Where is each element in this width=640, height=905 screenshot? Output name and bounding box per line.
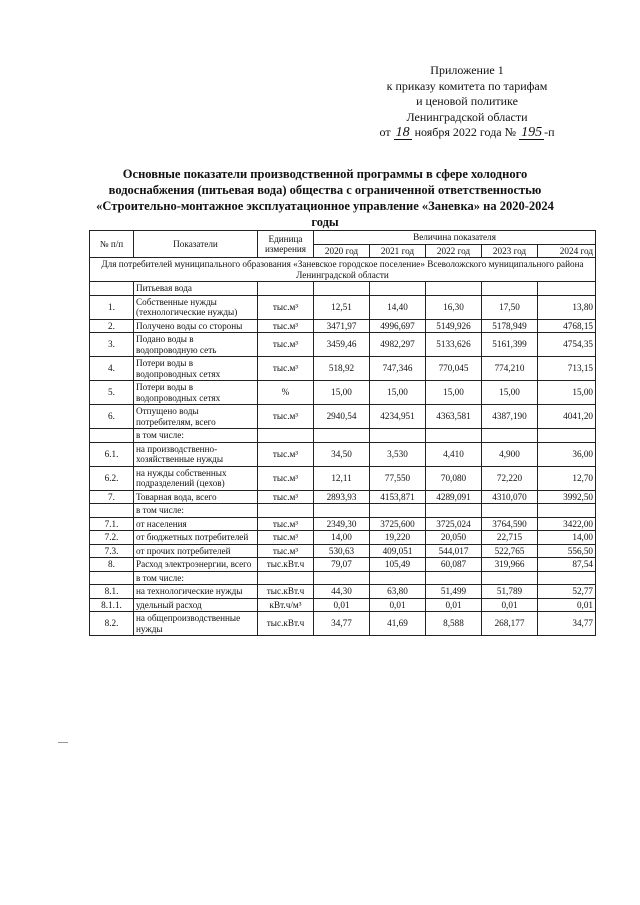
table-row (90, 517, 596, 531)
table-row (90, 598, 596, 612)
row-value: 105,49 (370, 558, 426, 572)
row-value: 713,15 (538, 357, 596, 381)
row-value: 4363,581 (426, 405, 482, 429)
empty-cell (538, 282, 596, 296)
row-unit: тыс.м³ (258, 490, 314, 504)
row-value: 3992,50 (538, 490, 596, 504)
empty-cell (258, 504, 314, 518)
row-number: 8.1. (90, 585, 134, 599)
row-value: 44,30 (314, 585, 370, 599)
row-number: 3. (90, 333, 134, 357)
row-unit: тыс.м³ (258, 295, 314, 319)
row-value: 14,00 (538, 531, 596, 545)
scan-margin-mark (58, 742, 68, 743)
row-number: 6.2. (90, 466, 134, 490)
empty-cell (370, 282, 426, 296)
row-value: 0,01 (482, 598, 538, 612)
row-value: 2349,30 (314, 517, 370, 531)
row-value: 87,54 (538, 558, 596, 572)
row-value: 3471,97 (314, 319, 370, 333)
table-row (90, 531, 596, 545)
row-name: Собственные нужды (технологические нужды) (134, 295, 258, 319)
empty-cell (482, 571, 538, 585)
row-value: 4289,091 (426, 490, 482, 504)
empty-cell (538, 504, 596, 518)
row-value: 268,177 (482, 612, 538, 636)
row-value: 774,210 (482, 357, 538, 381)
row-unit: тыс.кВт.ч (258, 612, 314, 636)
row-unit: тыс.кВт.ч (258, 585, 314, 599)
row-number: 5. (90, 381, 134, 405)
row-value: 63,80 (370, 585, 426, 599)
row-value: 15,00 (426, 381, 482, 405)
row-name: Расход электроэнергии, всего (134, 558, 258, 572)
header-num: № п/п (90, 231, 134, 258)
row-value: 34,50 (314, 442, 370, 466)
row-name: от бюджетных потребителей (134, 531, 258, 545)
row-unit: кВт.ч/м³ (258, 598, 314, 612)
section-row (90, 258, 596, 282)
appendix-header (352, 63, 582, 141)
row-value: 4,900 (482, 442, 538, 466)
row-value: 2893,93 (314, 490, 370, 504)
row-number: 8.2. (90, 612, 134, 636)
table-row (90, 295, 596, 319)
empty-cell (314, 571, 370, 585)
empty-cell (370, 504, 426, 518)
empty-cell (538, 571, 596, 585)
table-row (90, 544, 596, 558)
appendix-line-3: и ценовой политике (416, 94, 518, 108)
row-value: 518,92 (314, 357, 370, 381)
row-name: на производственно-хозяйственные нужды (134, 442, 258, 466)
row-value: 747,346 (370, 357, 426, 381)
row-value: 4,410 (426, 442, 482, 466)
row-unit: % (258, 381, 314, 405)
row-value: 0,01 (314, 598, 370, 612)
row-value: 8,588 (426, 612, 482, 636)
row-value: 17,50 (482, 295, 538, 319)
row-value: 4310,070 (482, 490, 538, 504)
row-value: 79,07 (314, 558, 370, 572)
appendix-line-4: Ленинградской области (406, 109, 528, 124)
row-number: 7.2. (90, 531, 134, 545)
row-value: 556,50 (538, 544, 596, 558)
date-middle: ноября 2022 года № (414, 125, 517, 139)
header-row-1 (90, 231, 596, 245)
row-value: 20,050 (426, 531, 482, 545)
row-unit: тыс.м³ (258, 319, 314, 333)
header-year: 2021 год (370, 244, 426, 258)
row-name: на технологические нужды (134, 585, 258, 599)
row-label: в том числе: (134, 571, 258, 585)
row-value: 4153,871 (370, 490, 426, 504)
row-value: 3725,600 (370, 517, 426, 531)
empty-cell (258, 571, 314, 585)
row-value: 409,051 (370, 544, 426, 558)
row-value: 15,00 (370, 381, 426, 405)
row-value: 4768,15 (538, 319, 596, 333)
row-value: 770,045 (426, 357, 482, 381)
empty-cell (90, 504, 134, 518)
row-value: 4234,951 (370, 405, 426, 429)
label-row (90, 429, 596, 443)
row-unit: тыс.м³ (258, 531, 314, 545)
empty-cell (370, 571, 426, 585)
row-unit: тыс.м³ (258, 357, 314, 381)
empty-cell (258, 282, 314, 296)
table-body (90, 258, 596, 636)
handwritten-order-number: 195 (521, 125, 543, 140)
header-unit: Единица измерения (258, 231, 314, 258)
empty-cell (426, 571, 482, 585)
row-value: 51,789 (482, 585, 538, 599)
row-name: удельный расход (134, 598, 258, 612)
empty-cell (482, 282, 538, 296)
row-value: 5161,399 (482, 333, 538, 357)
row-value: 15,00 (314, 381, 370, 405)
row-label: в том числе: (134, 429, 258, 443)
row-value: 15,00 (538, 381, 596, 405)
row-value: 34,77 (314, 612, 370, 636)
label-row (90, 504, 596, 518)
row-value: 4982,297 (370, 333, 426, 357)
subheader-label: Питьевая вода (134, 282, 258, 296)
empty-cell (314, 429, 370, 443)
header-year: 2022 год (426, 244, 482, 258)
row-value: 5149,926 (426, 319, 482, 333)
section-title: Для потребителей муниципального образования «Заневское городское поселение» Всеволожского муниципального района Ленинградской области (90, 258, 596, 282)
row-value: 12,11 (314, 466, 370, 490)
empty-cell (538, 429, 596, 443)
row-value: 0,01 (538, 598, 596, 612)
row-value: 3459,46 (314, 333, 370, 357)
empty-cell (370, 429, 426, 443)
subheader-row (90, 282, 596, 296)
row-value: 544,017 (426, 544, 482, 558)
row-name: Товарная вода, всего (134, 490, 258, 504)
empty-cell (314, 504, 370, 518)
table-row (90, 357, 596, 381)
row-label: в том числе: (134, 504, 258, 518)
row-name: от прочих потребителей (134, 544, 258, 558)
row-value: 12,51 (314, 295, 370, 319)
appendix-date-line (352, 125, 582, 141)
row-number: 8. (90, 558, 134, 572)
row-value: 530,63 (314, 544, 370, 558)
table-row (90, 612, 596, 636)
row-value: 36,00 (538, 442, 596, 466)
row-value: 0,01 (370, 598, 426, 612)
table-row (90, 442, 596, 466)
table-row (90, 466, 596, 490)
row-value: 15,00 (482, 381, 538, 405)
row-value: 34,77 (538, 612, 596, 636)
table-row (90, 585, 596, 599)
empty-cell (426, 504, 482, 518)
row-name: Получено воды со стороны (134, 319, 258, 333)
row-name: на общепроизводственные нужды (134, 612, 258, 636)
header-year: 2024 год (538, 244, 596, 258)
empty-cell (482, 504, 538, 518)
row-value: 4387,190 (482, 405, 538, 429)
row-name: на нужды собственных подразделений (цехов) (134, 466, 258, 490)
date-prefix: от (379, 125, 391, 139)
empty-cell (90, 429, 134, 443)
table-row (90, 490, 596, 504)
row-value: 319,966 (482, 558, 538, 572)
empty-cell (426, 282, 482, 296)
row-value: 3,530 (370, 442, 426, 466)
row-number: 1. (90, 295, 134, 319)
row-value: 13,80 (538, 295, 596, 319)
document-title: Основные показатели производственной программы в сфере холодного водоснабжения (питьевая вода) общества с ограниченной ответственностью «Строительно-монтажное эксплуатационное управление «Заневка» на 2020-2024 годы (96, 167, 554, 229)
row-name: от населения (134, 517, 258, 531)
row-unit: тыс.м³ (258, 405, 314, 429)
row-value: 16,30 (426, 295, 482, 319)
row-value: 3725,024 (426, 517, 482, 531)
row-value: 2940,54 (314, 405, 370, 429)
row-value: 5133,626 (426, 333, 482, 357)
empty-cell (90, 571, 134, 585)
row-value: 4041,20 (538, 405, 596, 429)
appendix-line-1: Приложение 1 (430, 63, 504, 77)
row-number: 7.3. (90, 544, 134, 558)
empty-cell (426, 429, 482, 443)
row-value: 3422,00 (538, 517, 596, 531)
row-unit: тыс.м³ (258, 333, 314, 357)
row-value: 77,550 (370, 466, 426, 490)
handwritten-day: 18 (395, 125, 410, 140)
indicators-table (89, 230, 596, 636)
empty-cell (258, 429, 314, 443)
row-number: 4. (90, 357, 134, 381)
empty-cell (482, 429, 538, 443)
table-row (90, 319, 596, 333)
row-value: 5178,949 (482, 319, 538, 333)
table-row (90, 381, 596, 405)
empty-cell (314, 282, 370, 296)
date-suffix: -п (544, 125, 555, 139)
row-name: Потери воды в водопроводных сетях (134, 381, 258, 405)
table-row (90, 405, 596, 429)
row-value: 72,220 (482, 466, 538, 490)
row-name: Потери воды в водопроводных сетях (134, 357, 258, 381)
header-value: Величина показателя (314, 231, 596, 245)
row-value: 0,01 (426, 598, 482, 612)
row-value: 4996,697 (370, 319, 426, 333)
row-value: 51,499 (426, 585, 482, 599)
header-year: 2020 год (314, 244, 370, 258)
row-number: 8.1.1. (90, 598, 134, 612)
row-value: 522,765 (482, 544, 538, 558)
appendix-line-2: к приказу комитета по тарифам (386, 78, 548, 93)
row-unit: тыс.м³ (258, 517, 314, 531)
empty-cell (90, 282, 134, 296)
header-indicators: Показатели (134, 231, 258, 258)
row-value: 22,715 (482, 531, 538, 545)
row-number: 6. (90, 405, 134, 429)
row-unit: тыс.м³ (258, 544, 314, 558)
row-number: 7. (90, 490, 134, 504)
row-value: 14,40 (370, 295, 426, 319)
label-row (90, 571, 596, 585)
row-number: 6.1. (90, 442, 134, 466)
row-value: 19,220 (370, 531, 426, 545)
row-value: 12,70 (538, 466, 596, 490)
row-value: 14,00 (314, 531, 370, 545)
row-value: 4754,35 (538, 333, 596, 357)
row-unit: тыс.м³ (258, 466, 314, 490)
table-row (90, 333, 596, 357)
row-number: 7.1. (90, 517, 134, 531)
header-year: 2023 год (482, 244, 538, 258)
row-name: Подано воды в водопроводную сеть (134, 333, 258, 357)
row-value: 60,087 (426, 558, 482, 572)
row-unit: тыс.кВт.ч (258, 558, 314, 572)
row-name: Отпущено воды потребителям, всего (134, 405, 258, 429)
row-value: 41,69 (370, 612, 426, 636)
row-value: 52,77 (538, 585, 596, 599)
table-row (90, 558, 596, 572)
row-unit: тыс.м³ (258, 442, 314, 466)
row-value: 3764,590 (482, 517, 538, 531)
row-number: 2. (90, 319, 134, 333)
row-value: 70,080 (426, 466, 482, 490)
